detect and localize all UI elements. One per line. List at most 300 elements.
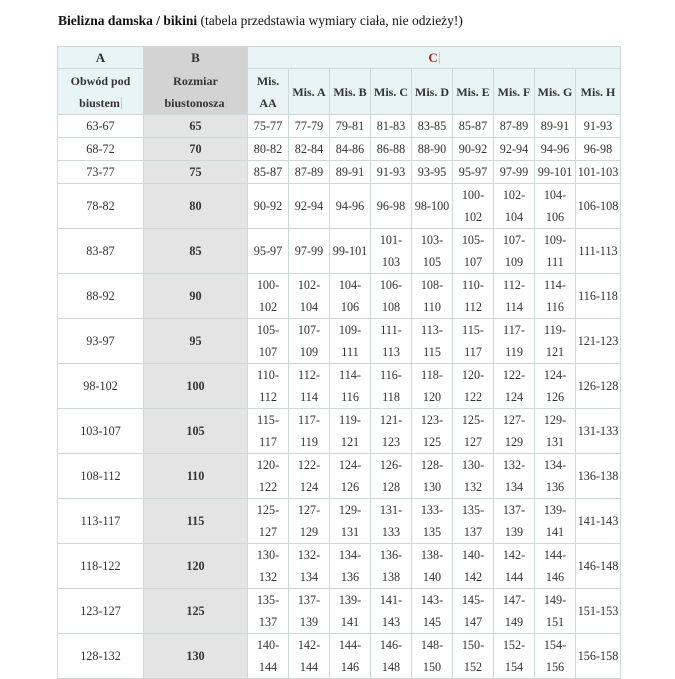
bra-size-cell: 75	[144, 161, 248, 184]
table-row	[58, 274, 621, 319]
cup-range-line1: 130-	[461, 458, 485, 472]
cup-range-line1: 124-	[338, 458, 362, 472]
cup-range-line1: 122-	[297, 458, 321, 472]
cup-range-cell	[330, 319, 371, 364]
cup-range-cell	[248, 409, 289, 454]
cup-range-cell	[453, 161, 494, 184]
cup-range-line1: 143-	[420, 593, 444, 607]
cup-range-cell	[576, 229, 621, 274]
cup-range-line1: 92-94	[499, 141, 529, 156]
cup-range-line1: 111-113	[578, 243, 618, 258]
cup-range-cell	[330, 274, 371, 319]
header-underbust-line2: biustem	[79, 95, 120, 110]
col-letter-c-text: C	[428, 50, 438, 65]
cup-range-line1: 83-85	[417, 118, 447, 133]
cup-range-cell	[289, 364, 330, 409]
cup-range-cell	[330, 589, 371, 634]
underbust-cell: 83-87	[58, 229, 144, 274]
cup-range-line1: 91-93	[376, 164, 406, 179]
cup-range-line1: 122-	[502, 368, 526, 382]
header-bra-size-line2: biustonosza	[164, 95, 225, 110]
cup-range-cell	[535, 274, 576, 319]
cup-range-cell	[371, 499, 412, 544]
cup-range-cell	[535, 319, 576, 364]
cup-range-cell	[494, 589, 535, 634]
cup-range-line2: 126	[340, 480, 360, 494]
bra-size-cell: 120	[144, 544, 248, 589]
cup-range-line2: 116	[546, 300, 564, 314]
cup-range-line1: 95-97	[253, 243, 283, 258]
cup-range-line2: 146	[545, 570, 565, 584]
cup-range-line1: 120-	[461, 368, 485, 382]
cup-range-line1: 90-92	[253, 198, 283, 213]
cup-range-line1: 113-	[421, 323, 443, 337]
cup-range-cell	[494, 544, 535, 589]
cup-range-line1: 114-	[544, 278, 566, 292]
cup-range-cell	[453, 544, 494, 589]
cup-range-line1: 97-99	[499, 164, 529, 179]
cup-range-line1: 94-96	[540, 141, 570, 156]
cup-range-cell	[371, 364, 412, 409]
cup-range-line1: 146-	[379, 638, 403, 652]
text-cursor	[121, 97, 122, 109]
cup-range-line1: 131-133	[577, 423, 619, 438]
cup-range-line2: 107	[258, 345, 278, 359]
cup-range-cell	[289, 409, 330, 454]
cup-range-line1: 139-	[338, 593, 362, 607]
underbust-cell: 108-112	[58, 454, 144, 499]
cup-range-line1: 130-	[256, 548, 280, 562]
cup-range-cell	[371, 634, 412, 679]
cup-range-line2: 113	[382, 345, 400, 359]
cup-range-line2: 141	[545, 525, 565, 539]
cup-range-line1: 81-83	[376, 118, 406, 133]
cup-range-line1: 116-	[380, 368, 402, 382]
cup-range-cell	[576, 115, 621, 138]
cup-range-line1: 144-	[543, 548, 567, 562]
cup-range-cell	[248, 184, 289, 229]
cup-range-cell	[289, 161, 330, 184]
cup-range-line2: 143	[381, 615, 401, 629]
cup-range-line1: 119-	[339, 413, 361, 427]
cup-range-line1: 89-91	[335, 164, 365, 179]
cup-range-line2: 137	[463, 525, 483, 539]
cup-range-line2: 139	[299, 615, 319, 629]
cup-range-line1: 133-	[420, 503, 444, 517]
cup-range-line1: 128-	[420, 458, 444, 472]
cup-range-cell	[330, 634, 371, 679]
cup-range-line1: 102-	[297, 278, 321, 292]
cup-range-line2: 122	[258, 480, 278, 494]
cup-range-line2: 119	[300, 435, 318, 449]
cup-range-line1: 109-	[338, 323, 362, 337]
cup-range-line2: 128	[381, 480, 401, 494]
cup-range-cell	[412, 184, 453, 229]
cup-range-line1: 142-	[502, 548, 526, 562]
title-bold: Bielizna damska / bikini	[58, 13, 198, 28]
header-bra-size-line1: Rozmiar	[173, 73, 218, 88]
bra-size-cell: 95	[144, 319, 248, 364]
cup-range-cell	[248, 274, 289, 319]
cup-range-line2: 142	[463, 570, 483, 584]
cup-range-cell	[248, 544, 289, 589]
cup-range-line2: 115	[423, 345, 441, 359]
cup-range-cell	[248, 589, 289, 634]
cup-range-cell	[494, 115, 535, 138]
cup-range-line1: 98-100	[414, 198, 450, 213]
cup-range-cell	[330, 454, 371, 499]
cup-range-cell	[289, 184, 330, 229]
cup-range-cell	[576, 184, 621, 229]
underbust-cell: 103-107	[58, 409, 144, 454]
header-cup-line1: Mis. F	[497, 84, 531, 99]
cup-range-cell	[576, 634, 621, 679]
cup-range-line2: 123	[381, 435, 401, 449]
cup-range-cell	[535, 499, 576, 544]
cup-range-line1: 136-138	[577, 468, 619, 483]
cup-range-line1: 84-86	[335, 141, 365, 156]
cup-range-line2: 111	[546, 255, 564, 269]
cup-range-cell	[494, 364, 535, 409]
cup-range-line1: 126-128	[577, 378, 619, 393]
cup-range-line2: 140	[422, 570, 442, 584]
cup-range-line1: 125-	[461, 413, 485, 427]
cup-range-line1: 135-	[461, 503, 485, 517]
cup-range-line2: 111	[341, 345, 359, 359]
cup-range-cell	[535, 138, 576, 161]
cup-range-line2: 126	[545, 390, 565, 404]
cup-range-cell	[330, 499, 371, 544]
cup-range-cell	[535, 544, 576, 589]
underbust-cell: 118-122	[58, 544, 144, 589]
bra-size-cell: 65	[144, 115, 248, 138]
cup-range-cell	[494, 634, 535, 679]
cup-range-line1: 117-	[503, 323, 525, 337]
cup-range-line1: 101-103	[577, 164, 619, 179]
underbust-cell: 123-127	[58, 589, 144, 634]
cup-range-cell	[576, 454, 621, 499]
underbust-cell: 98-102	[58, 364, 144, 409]
cup-range-line1: 107-	[297, 323, 321, 337]
cup-range-cell	[453, 274, 494, 319]
cup-range-line1: 141-	[379, 593, 403, 607]
cup-range-cell	[535, 115, 576, 138]
header-cup-line1: Mis. H	[580, 84, 616, 99]
cup-range-cell	[453, 319, 494, 364]
header-underbust-line1: Obwód pod	[70, 73, 131, 88]
cup-range-cell	[535, 634, 576, 679]
cup-range-line1: 109-	[543, 233, 567, 247]
cup-range-line2: 137	[258, 615, 278, 629]
underbust-cell: 68-72	[58, 138, 144, 161]
cup-range-line1: 110-	[257, 368, 279, 382]
cup-range-line2: 152	[463, 660, 483, 674]
cup-range-cell	[371, 409, 412, 454]
cup-range-cell	[371, 544, 412, 589]
cup-range-line1: 145-	[461, 593, 485, 607]
col-letter-c	[248, 47, 621, 69]
cup-range-cell	[453, 115, 494, 138]
cup-range-cell	[494, 454, 535, 499]
cup-range-line1: 92-94	[294, 198, 324, 213]
cup-range-line2: 116	[341, 390, 359, 404]
cup-range-line1: 147-	[502, 593, 526, 607]
cup-range-cell	[494, 319, 535, 364]
bra-size-cell: 90	[144, 274, 248, 319]
cup-range-cell	[330, 544, 371, 589]
header-cup	[576, 69, 621, 115]
cup-range-line1: 125-	[256, 503, 280, 517]
cup-range-cell	[248, 229, 289, 274]
cup-range-line2: 149	[504, 615, 524, 629]
cup-range-cell	[371, 184, 412, 229]
cup-range-line2: 102	[463, 210, 483, 224]
cup-range-line1: 106-	[379, 278, 403, 292]
cup-range-line1: 150-	[461, 638, 485, 652]
cup-range-line1: 112-	[503, 278, 525, 292]
cup-range-cell	[494, 161, 535, 184]
cup-range-line1: 112-	[298, 368, 320, 382]
cup-range-cell	[330, 138, 371, 161]
cup-range-line2: 104	[299, 300, 319, 314]
cup-range-line1: 85-87	[458, 118, 488, 133]
cup-range-line2: 144	[299, 660, 319, 674]
text-cursor	[439, 52, 440, 64]
cup-range-line2: 141	[340, 615, 360, 629]
cup-range-line1: 105-	[461, 233, 485, 247]
underbust-cell: 78-82	[58, 184, 144, 229]
cup-range-line2: 130	[422, 480, 442, 494]
cup-range-cell	[576, 138, 621, 161]
cup-range-cell	[494, 499, 535, 544]
cup-range-cell	[289, 544, 330, 589]
cup-range-cell	[412, 364, 453, 409]
cup-range-line1: 136-	[379, 548, 403, 562]
cup-range-line1: 91-93	[583, 118, 613, 133]
cup-range-line2: 109	[504, 255, 524, 269]
cup-range-line1: 117-	[298, 413, 320, 427]
cup-range-cell	[453, 454, 494, 499]
header-underbust-line2-wrap	[58, 92, 143, 114]
bra-size-cell: 130	[144, 634, 248, 679]
cup-range-cell	[248, 454, 289, 499]
cup-range-cell	[535, 409, 576, 454]
col-letter-a: A	[58, 47, 144, 69]
header-bra-size	[144, 69, 248, 115]
underbust-cell: 113-117	[58, 499, 144, 544]
cup-range-line2: 105	[422, 255, 442, 269]
cup-range-cell	[412, 499, 453, 544]
cup-range-line2: 148	[381, 660, 401, 674]
cup-range-cell	[330, 364, 371, 409]
cup-range-line2: 136	[545, 480, 565, 494]
cup-range-line2: 124	[504, 390, 524, 404]
header-cup	[535, 69, 576, 115]
bra-size-cell: 125	[144, 589, 248, 634]
cup-range-line1: 129-	[338, 503, 362, 517]
table-row	[58, 544, 621, 589]
cup-range-line1: 99-101	[332, 243, 368, 258]
cup-range-line1: 140-	[461, 548, 485, 562]
cup-range-line1: 123-	[420, 413, 444, 427]
cup-range-cell	[330, 161, 371, 184]
cup-range-line2: 144	[504, 570, 524, 584]
underbust-cell: 128-132	[58, 634, 144, 679]
cup-range-cell	[412, 115, 453, 138]
cup-range-line2: 144	[258, 660, 278, 674]
cup-range-line2: 125	[422, 435, 442, 449]
cup-range-cell	[453, 589, 494, 634]
cup-range-line2: 107	[463, 255, 483, 269]
cup-range-line1: 154-	[543, 638, 567, 652]
cup-range-line2: 135	[422, 525, 442, 539]
cup-range-line1: 127-	[502, 413, 526, 427]
cup-range-line2: 106	[545, 210, 565, 224]
cup-range-cell	[371, 454, 412, 499]
cup-range-line2: 124	[299, 480, 319, 494]
cup-range-line1: 77-79	[294, 118, 324, 133]
size-table	[57, 46, 621, 679]
header-cup	[248, 69, 289, 115]
cup-range-line1: 146-148	[577, 558, 619, 573]
cup-range-line2: 134	[504, 480, 524, 494]
cup-range-line2: 108	[381, 300, 401, 314]
cup-range-cell	[494, 229, 535, 274]
cup-range-line1: 137-	[297, 593, 321, 607]
cup-range-cell	[576, 499, 621, 544]
cup-range-line1: 140-	[256, 638, 280, 652]
cup-range-line2: 131	[545, 435, 565, 449]
cup-range-cell	[576, 161, 621, 184]
table-row	[58, 634, 621, 679]
header-cup	[453, 69, 494, 115]
cup-range-line1: 108-	[420, 278, 444, 292]
cup-range-cell	[576, 319, 621, 364]
header-cup	[494, 69, 535, 115]
cup-range-line1: 119-	[544, 323, 566, 337]
cup-range-line1: 138-	[420, 548, 444, 562]
cup-range-cell	[453, 184, 494, 229]
cup-range-cell	[535, 454, 576, 499]
table-row	[58, 409, 621, 454]
cup-range-cell	[412, 161, 453, 184]
cup-range-line2: 127	[258, 525, 278, 539]
cup-range-cell	[412, 229, 453, 274]
cup-range-cell	[248, 319, 289, 364]
cup-range-cell	[453, 499, 494, 544]
cup-range-line1: 82-84	[294, 141, 324, 156]
cup-range-line2: 118	[382, 390, 400, 404]
bra-size-cell: 70	[144, 138, 248, 161]
cup-range-cell	[371, 115, 412, 138]
cup-range-line2: 134	[299, 570, 319, 584]
cup-range-cell	[412, 319, 453, 364]
cup-range-line2: 150	[422, 660, 442, 674]
header-cup-line1: Mis. A	[292, 84, 326, 99]
cup-range-line1: 144-	[338, 638, 362, 652]
cup-range-line1: 95-97	[458, 164, 488, 179]
header-cup-line1: Mis. E	[456, 84, 490, 99]
cup-range-cell	[412, 544, 453, 589]
cup-range-line1: 152-	[502, 638, 526, 652]
header-cup-line2: AA	[259, 95, 277, 110]
cup-range-line2: 129	[504, 435, 524, 449]
cup-range-cell	[576, 364, 621, 409]
header-cup	[371, 69, 412, 115]
cup-range-line2: 103	[381, 255, 401, 269]
header-cup	[330, 69, 371, 115]
cup-range-line2: 114	[300, 390, 318, 404]
bra-size-cell: 115	[144, 499, 248, 544]
cup-range-line1: 100-	[461, 188, 485, 202]
cup-range-line2: 151	[545, 615, 565, 629]
table-row	[58, 161, 621, 184]
cup-range-line1: 151-153	[577, 603, 619, 618]
cup-range-line1: 139-	[543, 503, 567, 517]
header-cup-line1: Mis. C	[374, 84, 408, 99]
cup-range-line2: 145	[422, 615, 442, 629]
cup-range-cell	[248, 634, 289, 679]
cup-range-cell	[371, 319, 412, 364]
table-row	[58, 229, 621, 274]
cup-range-line1: 141-143	[577, 513, 619, 528]
cup-range-line2: 131	[340, 525, 360, 539]
cup-range-cell	[330, 229, 371, 274]
cup-range-line1: 90-92	[458, 141, 488, 156]
cup-range-line1: 115-	[462, 323, 484, 337]
cup-range-line2: 121	[340, 435, 360, 449]
cup-range-line1: 156-158	[577, 648, 619, 663]
cup-range-line1: 104-	[543, 188, 567, 202]
cup-range-line1: 131-	[379, 503, 403, 517]
cup-range-line2: 122	[463, 390, 483, 404]
table-row	[58, 499, 621, 544]
cup-range-line1: 134-	[543, 458, 567, 472]
cup-range-cell	[330, 184, 371, 229]
bra-size-cell: 110	[144, 454, 248, 499]
size-table-body	[58, 115, 621, 679]
cup-range-line1: 93-95	[417, 164, 447, 179]
cup-range-line1: 124-	[543, 368, 567, 382]
cup-range-line2: 109	[299, 345, 319, 359]
header-cup-line1: Mis. G	[537, 84, 573, 99]
cup-range-line2: 133	[381, 525, 401, 539]
cup-range-cell	[248, 115, 289, 138]
cup-range-line2: 129	[299, 525, 319, 539]
cup-range-line1: 96-98	[376, 198, 406, 213]
table-row	[58, 589, 621, 634]
underbust-cell: 73-77	[58, 161, 144, 184]
cup-range-line2: 147	[463, 615, 483, 629]
cup-range-line1: 114-	[339, 368, 361, 382]
cup-range-cell	[248, 364, 289, 409]
cup-range-cell	[289, 138, 330, 161]
cup-range-line2: 156	[545, 660, 565, 674]
cup-range-line2: 110	[423, 300, 441, 314]
cup-range-line1: 89-91	[540, 118, 570, 133]
cup-range-line1: 106-108	[577, 198, 619, 213]
cup-range-cell	[248, 138, 289, 161]
cup-range-line2: 121	[545, 345, 565, 359]
cup-range-line2: 139	[504, 525, 524, 539]
cup-range-cell	[412, 138, 453, 161]
cup-range-line2: 104	[504, 210, 524, 224]
cup-range-line1: 107-	[502, 233, 526, 247]
cup-range-cell	[371, 161, 412, 184]
page-title	[58, 13, 463, 29]
cup-range-cell	[494, 409, 535, 454]
cup-range-cell	[289, 115, 330, 138]
